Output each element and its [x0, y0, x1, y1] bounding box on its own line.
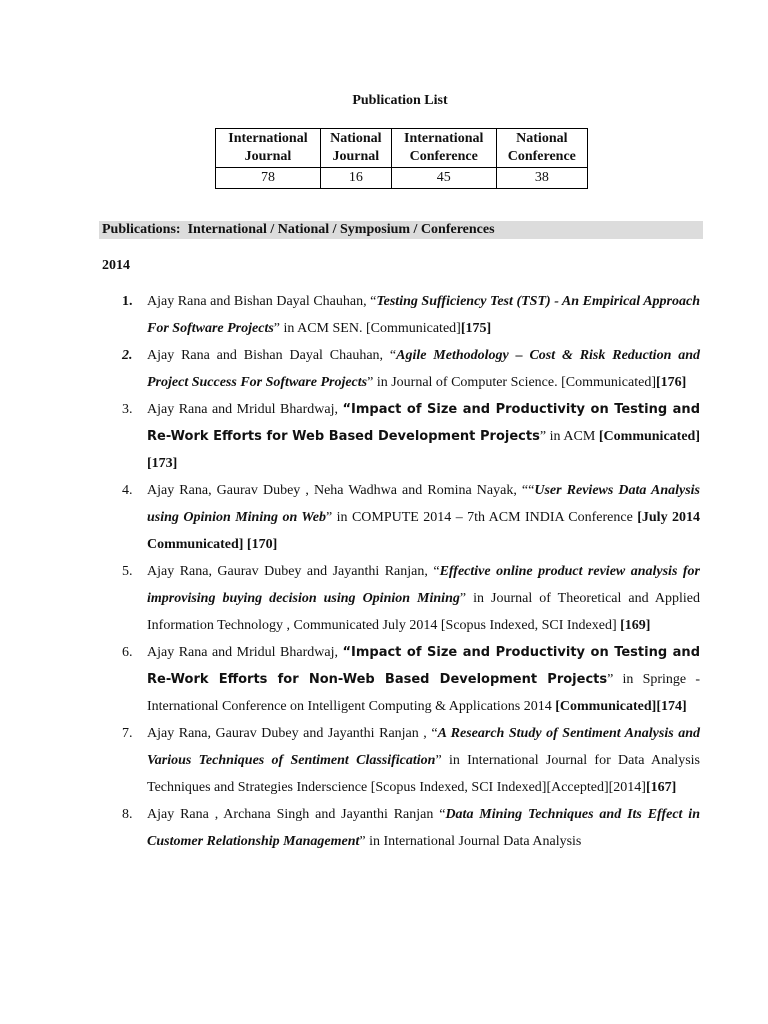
table-header-national-journal	[320, 129, 391, 168]
header-line: International	[228, 131, 308, 146]
header-line: Conference	[409, 149, 478, 164]
item-ref: [169]	[620, 618, 651, 633]
item-venue: ” in Journal of Theoretical and Applied Information Technology , Communicated July 2014 [Scopus Indexed, SCI Indexed]	[147, 591, 700, 633]
header-line: Journal	[332, 149, 380, 164]
item-title: “Impact of Size and Productivity on Testing and Re-Work Efforts for Web Based Development Projects	[147, 402, 700, 444]
item-title: Effective online product review analysis for improvising buying decision using Opinion Mining	[147, 564, 700, 606]
item-authors: Ajay Rana and Bishan Dayal Chauhan, “	[147, 294, 377, 309]
item-title: Data Mining Techniques and Its Effect in Customer Relationship Management	[147, 807, 700, 849]
item-title: “Impact of Size and Productivity on Testing and Re-Work Efforts for Non-Web Based Development Projects	[147, 645, 700, 687]
item-title: Testing Sufficiency Test (TST) - An Empirical Approach For Software Projects	[147, 294, 700, 336]
item-venue: ” in Springe - International Conference on Intelligent Computing & Applications 2014	[147, 672, 700, 714]
item-ref: [Communicated][174]	[555, 699, 687, 714]
publication-count-table	[215, 128, 588, 189]
item-authors: Ajay Rana , Archana Singh and Jayanthi Ranjan “	[147, 807, 446, 822]
list-item	[102, 558, 700, 639]
item-title: A Research Study of Sentiment Analysis and Various Techniques of Sentiment Classification	[147, 726, 700, 768]
section-heading: Publications: International / National / Symposium / Conferences	[99, 221, 703, 239]
table-cell-national-journal: 16	[320, 168, 391, 189]
table-header-international-journal	[216, 129, 321, 168]
table-header-national-conference	[496, 129, 587, 168]
item-venue: ” in International Journal Data Analysis	[359, 834, 582, 849]
item-authors: Ajay Rana and Bishan Dayal Chauhan, “	[147, 348, 397, 363]
item-ref: [167]	[645, 780, 677, 795]
item-number: 1.	[122, 294, 133, 309]
table-cell-international-journal: 78	[216, 168, 321, 189]
item-venue: ” in COMPUTE 2014 – 7th ACM INDIA Conference	[326, 510, 638, 525]
item-authors: Ajay Rana, Gaurav Dubey and Jayanthi Ranjan , “	[147, 726, 438, 741]
item-authors: Ajay Rana, Gaurav Dubey and Jayanthi Ranjan, “	[147, 564, 440, 579]
table-header-international-conference	[391, 129, 496, 168]
table-row	[216, 168, 588, 189]
item-venue: ” in International Journal for Data Analysis Techniques and Strategies Inderscience [Scopus Indexed, SCI Indexed][Accepted][2014]	[147, 753, 700, 795]
item-venue: ” in Journal of Computer Science. [Communicated]	[367, 375, 656, 390]
item-title: Agile Methodology – Cost & Risk Reduction and Project Success For Software Projects	[147, 348, 700, 390]
table-cell-national-conference: 38	[496, 168, 587, 189]
item-ref: [July 2014 Communicated] [170]	[147, 510, 700, 552]
year-heading: 2014	[102, 258, 130, 273]
list-item	[102, 477, 700, 558]
list-item	[102, 639, 700, 720]
publication-list	[102, 288, 700, 855]
list-item	[102, 396, 700, 477]
list-item	[102, 342, 700, 396]
page-title: Publication List	[352, 93, 448, 108]
item-number: 8.	[122, 807, 133, 822]
item-venue: ” in ACM SEN. [Communicated]	[273, 321, 461, 336]
table-cell-international-conference: 45	[391, 168, 496, 189]
header-line: International	[404, 131, 484, 146]
item-authors: Ajay Rana and Mridul Bhardwaj,	[147, 645, 343, 660]
item-number: 7.	[122, 726, 133, 741]
header-line: Conference	[507, 149, 576, 164]
item-venue: ” in ACM	[539, 429, 599, 444]
item-title: User Reviews Data Analysis using Opinion Mining on Web	[147, 483, 701, 525]
item-number: 2.	[122, 348, 133, 363]
item-number: 6.	[122, 645, 133, 660]
list-item	[102, 801, 700, 855]
header-line: National	[516, 131, 568, 146]
header-line: Journal	[244, 149, 292, 164]
item-number: 3.	[122, 402, 133, 417]
table-header-row	[216, 129, 588, 168]
item-number: 5.	[122, 564, 133, 579]
list-item	[102, 720, 700, 801]
item-number: 4.	[122, 483, 133, 498]
item-ref: [Communicated][173]	[147, 429, 700, 471]
header-line: National	[330, 131, 382, 146]
item-authors: Ajay Rana, Gaurav Dubey , Neha Wadhwa and Romina Nayak, ““	[147, 483, 535, 498]
item-authors: Ajay Rana and Mridul Bhardwaj,	[147, 402, 343, 417]
list-item	[102, 288, 700, 342]
item-ref: [175]	[460, 321, 492, 336]
item-ref: [176]	[655, 375, 687, 390]
